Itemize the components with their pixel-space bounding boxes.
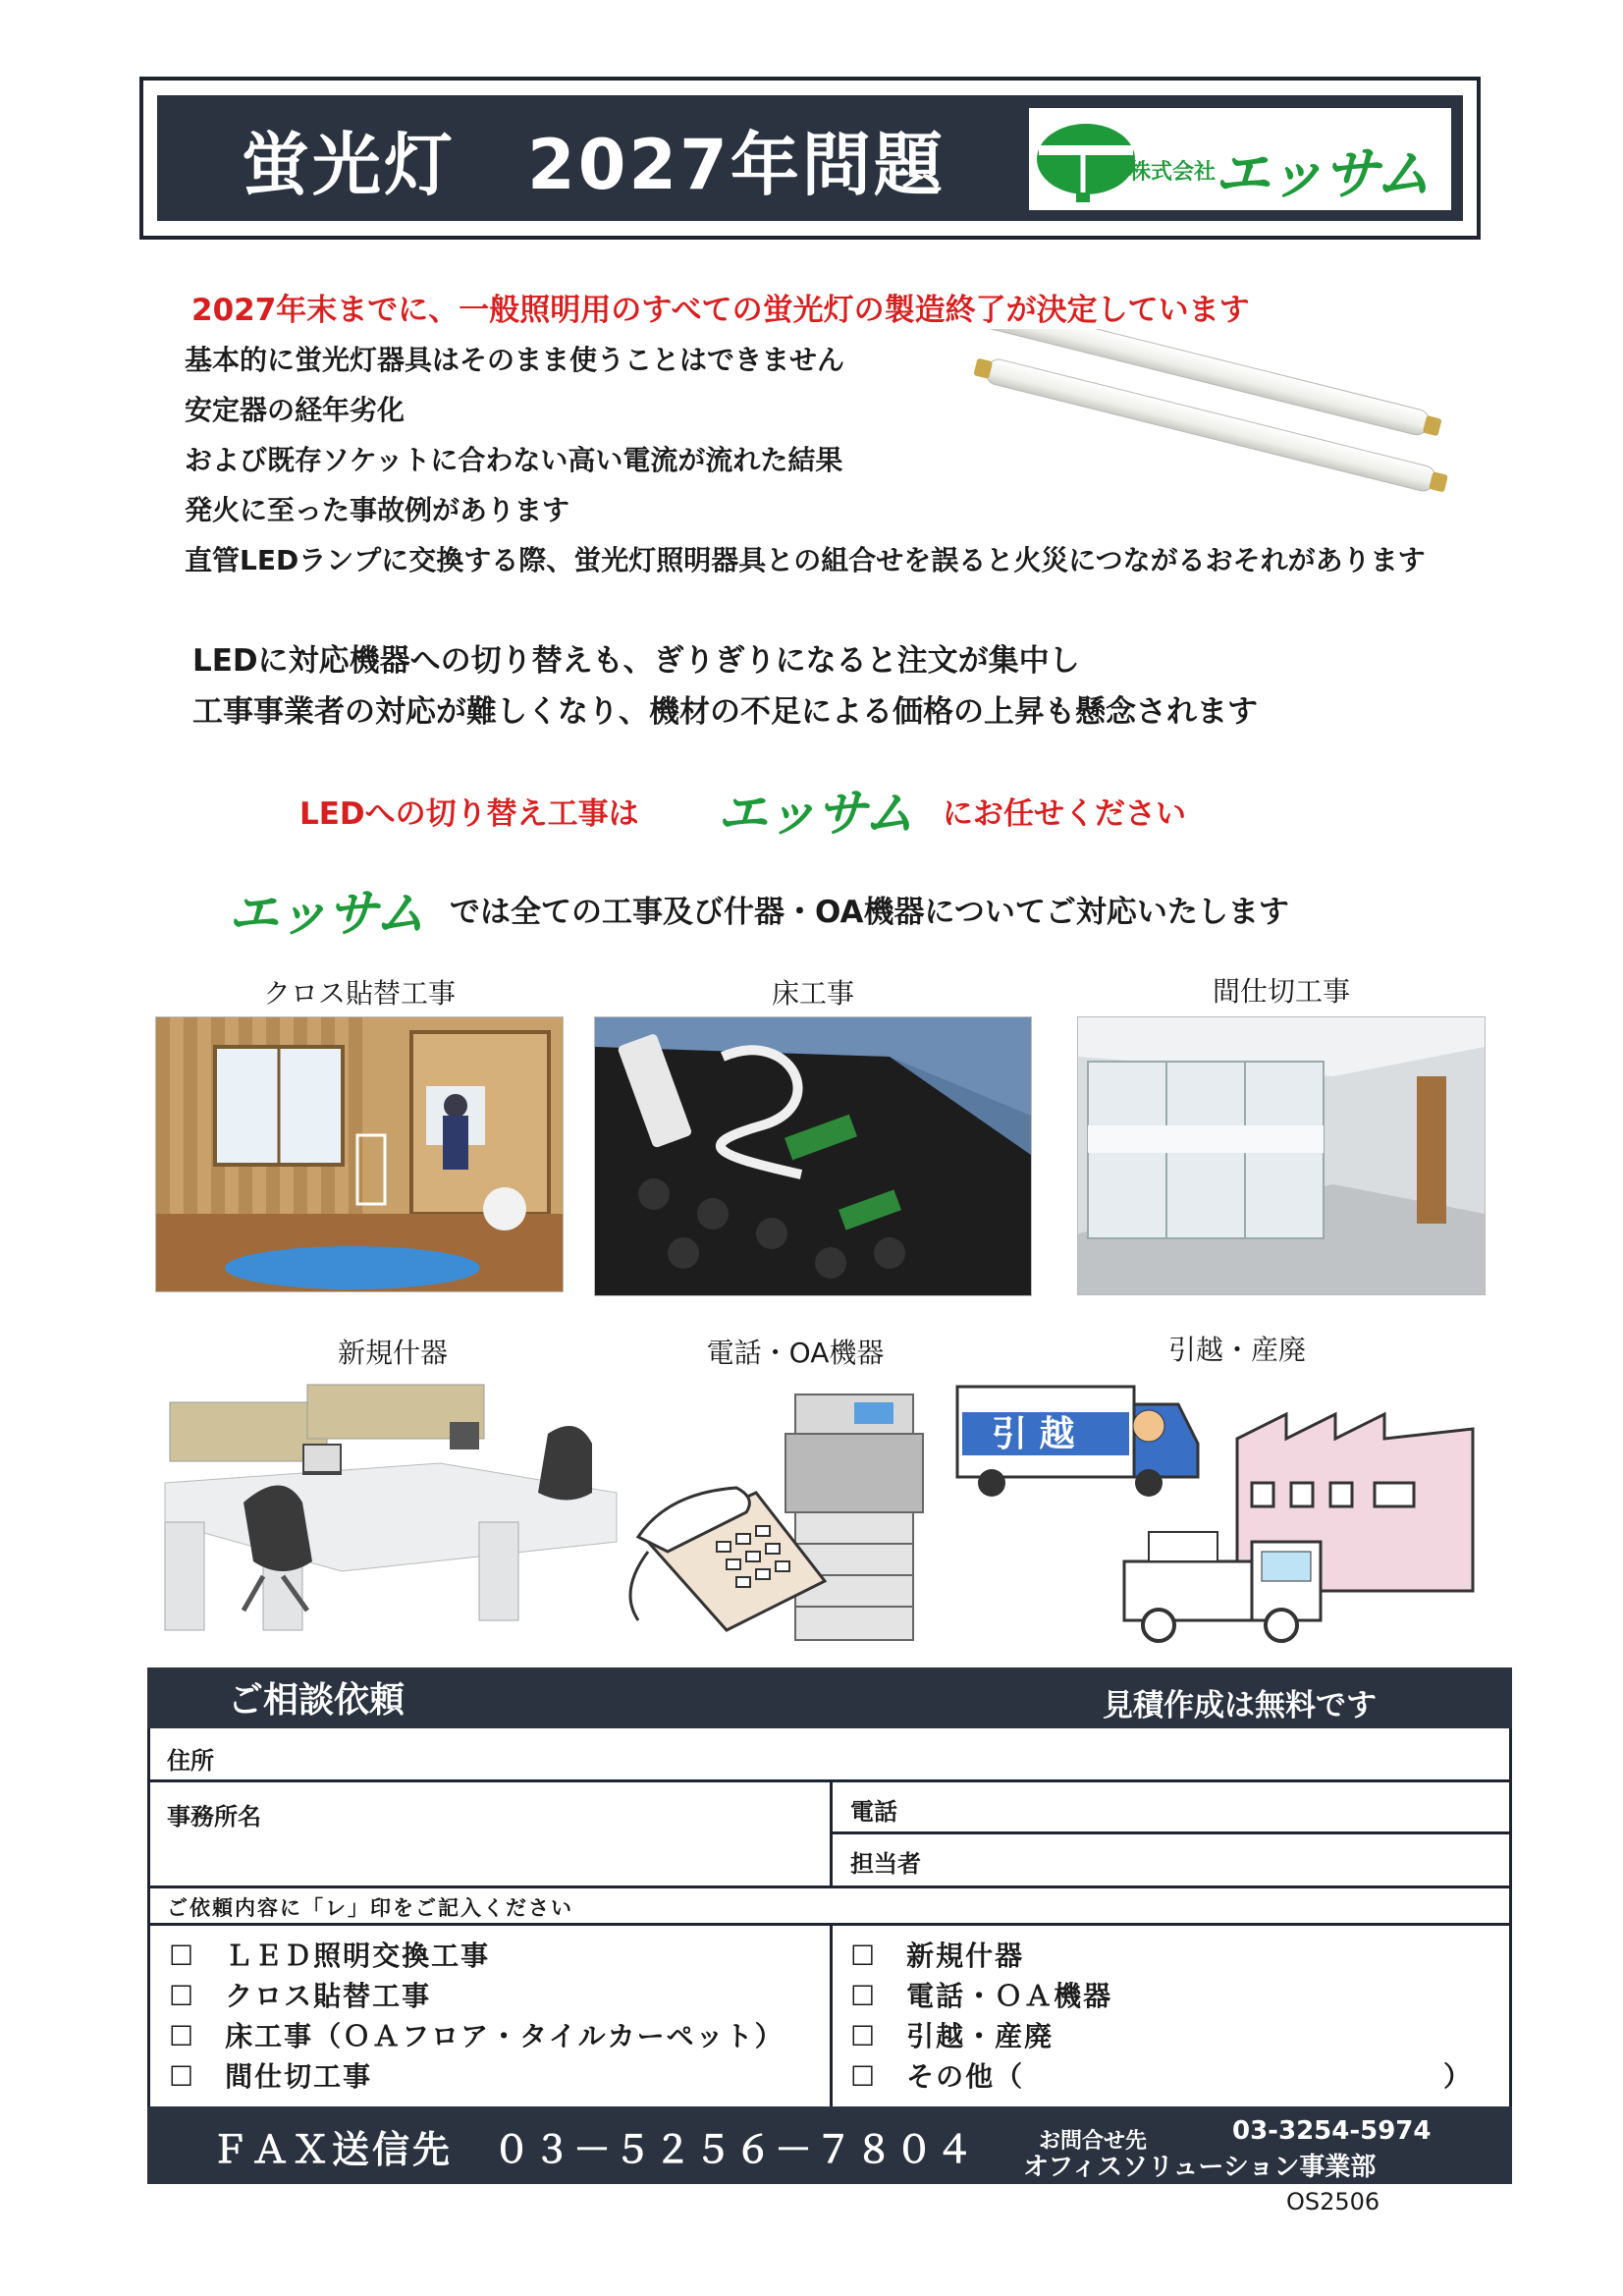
- option-partition[interactable]: [169, 2055, 372, 2095]
- headline: 2027年末までに、一般照明用のすべての蛍光灯の製造終了が決定しています: [191, 293, 1250, 328]
- services-intro-text: では全ての工事及び什器・OA機器についてご対応いたします: [450, 895, 1289, 930]
- service-label-partition: 間仕切工事: [1212, 975, 1350, 1008]
- option-label: その他（: [906, 2060, 1025, 2093]
- checkbox[interactable]: ☐: [169, 2020, 196, 2052]
- person-in-charge-label: 担当者: [850, 1850, 921, 1878]
- person-in-charge-field[interactable]: [943, 1836, 1502, 1884]
- cta-suffix: にお任せください: [943, 796, 1186, 832]
- cloth-work-photo: [155, 1016, 564, 1292]
- address-field[interactable]: [236, 1732, 1502, 1779]
- option-moving[interactable]: [850, 2015, 1054, 2054]
- service-label-cloth: クロス貼替工事: [262, 977, 456, 1010]
- option-label: 引越・産廃: [906, 2020, 1055, 2052]
- cta-brand: エッサム: [717, 785, 914, 844]
- inquiry-phone: 03-3254-5974: [1232, 2116, 1432, 2146]
- fax-number: ＦＡＸ送信先 ０３－５２５６－７８０４: [211, 2128, 977, 2171]
- company-logo: [1029, 108, 1451, 210]
- address-label: 住所: [167, 1747, 214, 1775]
- page-title: 蛍光灯 2027年問題: [241, 125, 946, 205]
- option-cloth[interactable]: [169, 1975, 431, 2014]
- checkbox[interactable]: ☐: [850, 1940, 878, 1972]
- service-label-moving: 引越・産廃: [1167, 1334, 1306, 1366]
- option-label: クロス貼替工事: [225, 1980, 432, 2012]
- inquiry-label: お問合せ先: [1039, 2129, 1148, 2154]
- divider: [147, 1886, 1512, 1888]
- cta-prefix: LEDへの切り替え工事は: [299, 796, 639, 832]
- phone-copier-illustration: [619, 1375, 952, 1645]
- option-label: 新規什器: [906, 1940, 1025, 1972]
- truck-sign-text: 引 越: [992, 1414, 1075, 1454]
- fluorescent-tubes-illustration: [943, 329, 1473, 506]
- phone-label: 電話: [850, 1798, 897, 1826]
- partition-work-photo: [1077, 1016, 1486, 1295]
- service-label-oa: 電話・OA機器: [706, 1337, 885, 1369]
- divider: [830, 1923, 833, 2106]
- option-led-lighting[interactable]: [169, 1935, 490, 1974]
- services-brand: エッサム: [228, 885, 425, 944]
- option-furniture[interactable]: [850, 1935, 1024, 1974]
- other-field[interactable]: [1041, 2054, 1434, 2090]
- option-other[interactable]: [850, 2055, 1024, 2095]
- moving-disposal-illustration: [952, 1375, 1483, 1645]
- checkbox[interactable]: ☐: [850, 2020, 878, 2052]
- form-instruction: ご依頼内容に「レ」印をご記入ください: [167, 1896, 573, 1920]
- concern-line-1: LEDに対応機器への切り替えも、ぎりぎりになると注文が集中し: [192, 643, 1080, 679]
- option-label: 間仕切工事: [225, 2060, 373, 2093]
- intro-line-1: 基本的に蛍光灯器具はそのまま使うことはできません: [185, 344, 845, 376]
- intro-line-4: 発火に至った事故例があります: [185, 494, 570, 526]
- floor-work-photo: [594, 1016, 1032, 1296]
- checkbox[interactable]: ☐: [169, 1980, 196, 2012]
- checkbox[interactable]: ☐: [850, 1980, 878, 2012]
- option-label: 床工事（ＯＡフロア・タイルカーペット）: [225, 2020, 784, 2052]
- option-floor[interactable]: [169, 2015, 784, 2054]
- phone-field[interactable]: [913, 1783, 1502, 1831]
- logo-company-type: 株式会社: [1129, 160, 1217, 185]
- concern-line-2: 工事事業者の対応が難しくなり、機材の不足による価格の上昇も懸念されます: [192, 694, 1258, 730]
- office-name-field[interactable]: [265, 1785, 825, 1884]
- intro-line-2: 安定器の経年劣化: [185, 394, 406, 426]
- option-label: ＬＥＤ照明交換工事: [225, 1940, 491, 1972]
- checkbox[interactable]: ☐: [169, 1940, 196, 1972]
- office-furniture-illustration: [145, 1375, 636, 1645]
- divider: [830, 1831, 1512, 1834]
- office-name-label: 事務所名: [167, 1803, 261, 1831]
- option-oa[interactable]: [850, 1975, 1112, 2014]
- service-label-floor: 床工事: [771, 977, 854, 1010]
- form-title: ご相談依頼: [228, 1680, 406, 1721]
- checkbox[interactable]: ☐: [169, 2060, 196, 2093]
- department-name: オフィスソリューション事業部: [1023, 2153, 1377, 2182]
- logo-brand: エッサム: [1214, 140, 1430, 207]
- checkbox[interactable]: ☐: [850, 2060, 878, 2093]
- service-label-furniture: 新規什器: [337, 1337, 448, 1369]
- other-close-paren: ）: [1443, 2060, 1474, 2093]
- free-estimate-note: 見積作成は無料です: [1103, 1688, 1377, 1723]
- option-label: 電話・ＯＡ機器: [906, 1980, 1113, 2012]
- intro-line-3: および既存ソケットに合わない高い電流が流れた結果: [185, 444, 843, 476]
- document-code: OS2506: [1286, 2188, 1380, 2215]
- intro-line-5: 直管LEDランプに交換する際、蛍光灯照明器具との組合せを誤ると火災につながるおそれがあります: [185, 544, 1426, 576]
